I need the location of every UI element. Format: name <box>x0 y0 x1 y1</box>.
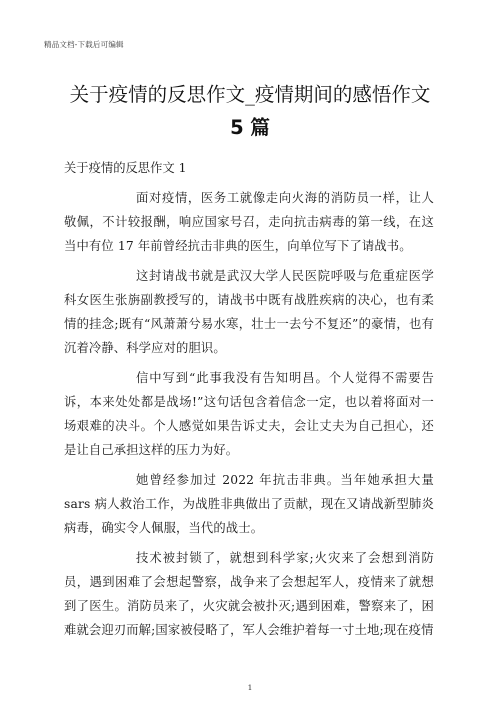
section-heading: 关于疫情的反思作文 1 <box>64 161 187 175</box>
paragraph: 她曾经参加过 2022 年抗击非典。当年她承担大量 sars 病人救治工作，为战胜非典做出了贡献，现在又请战新型肺炎病毒，确实令人佩服，当代的战士。 <box>64 473 434 535</box>
paragraph: 面对疫情，医务工就像走向火海的消防员一样，让人敬佩，不计较报酬，响应国家号召，走向抗击病毒的第一线，在这当中有位 17 年前曾经抗击非典的医生，向单位写下了请战书。 <box>64 191 434 253</box>
document-body <box>64 156 434 642</box>
paragraph: 信中写到“此事我没有告知明昌。个人觉得不需要告诉，本来处处都是战场!”这句话包含着信念一定，也以着将面对一场艰难的决斗。个人感觉如果告诉丈夫，会让丈夫为自己担心，还是让自己承担这样的压力为好。 <box>64 371 434 457</box>
title-line-2: 5 篇 <box>230 116 270 139</box>
paragraph: 技术被封锁了，就想到科学家;火灾来了会想到消防员，遇到困难了会想起警察，战争来了会想起军人，疫情来了就想到了医生。消防员来了，火灾就会被扑灭;遇到困难，警察来了，困难就会迎刃而解;国家被侵略了，军人会维护着每一寸土地;现在疫情 <box>64 551 434 637</box>
document-title <box>40 78 460 144</box>
header-note: 精品文档-下载后可编辑 <box>44 40 124 49</box>
paragraph: 这封请战书就是武汉大学人民医院呼吸与危重症医学科女医生张旃副教授写的，请战书中既有战胜疾病的决心，也有柔情的挂念;既有“风萧萧兮易水寒，壮士一去兮不复还”的豪情，也有沉着冷静、科学应对的胆识。 <box>64 269 434 355</box>
page-number: 1 <box>247 683 253 692</box>
title-line-1: 关于疫情的反思作文_疫情期间的感悟作文 <box>69 83 431 106</box>
